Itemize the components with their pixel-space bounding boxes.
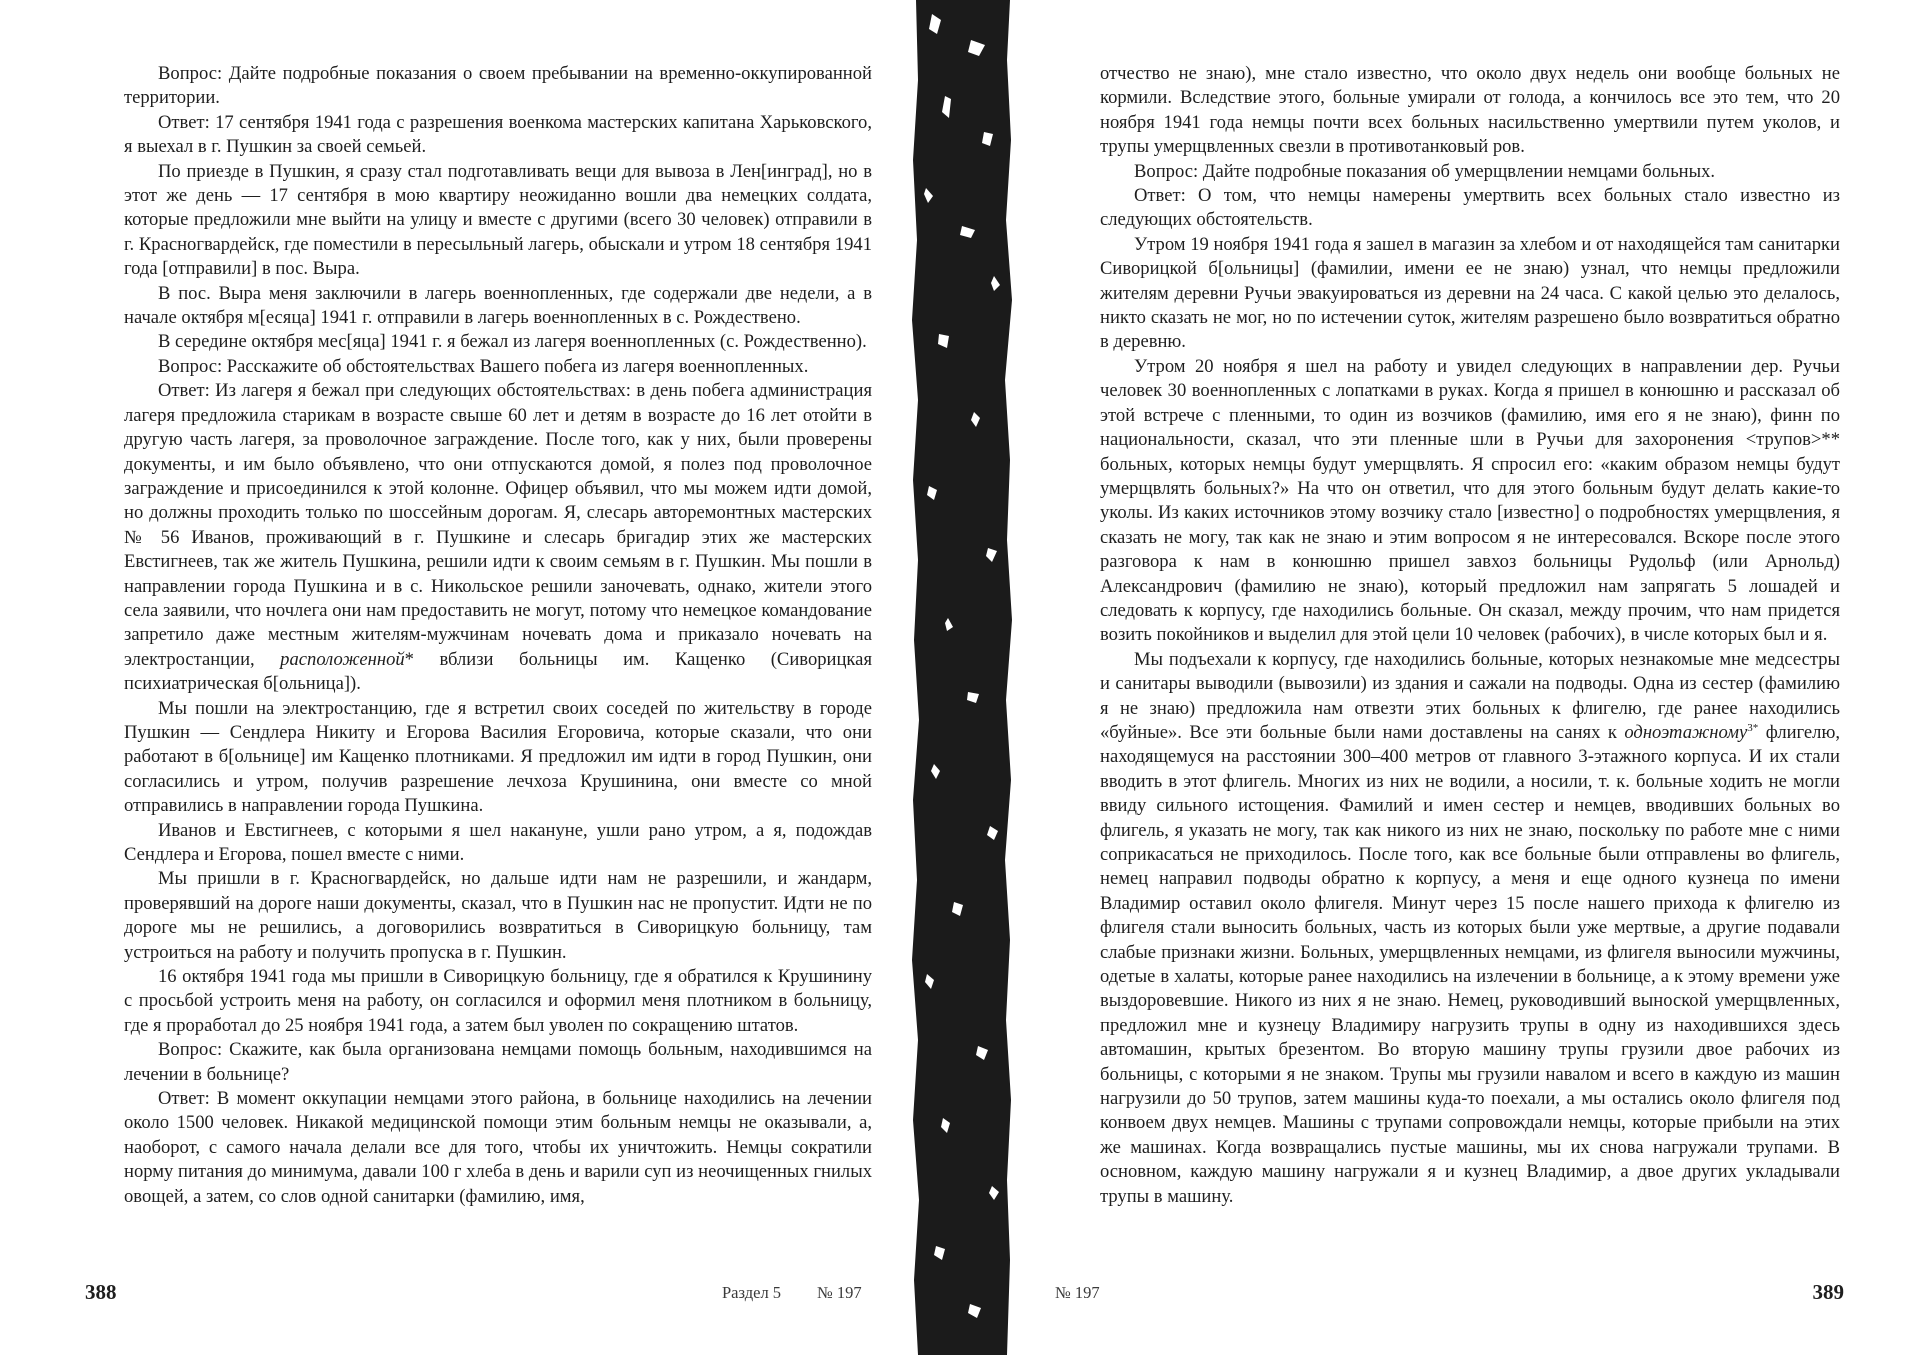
paragraph: По приезде в Пушкин, я сразу стал подготавливать вещи для вывоза в Лен[инград], но в этот же день — 17 сентября в мою квартиру неожиданно вошли два немецких солдата, которые предложили мне выйти на улицу и вместе с другими (всего 30 человек) отправили в г. Красногвардейск, где поместили в пересыльный лагерь, обыскали и утром 18 сентября 1941 года [отправили] в пос. Выра.	[124, 160, 872, 280]
paragraph	[1100, 648, 1840, 1209]
paragraph-text: Мы подъехали к корпусу, где находились больные, которых незнакомые мне медсестры и санитары выводили (вывозили) из здания и сажали на подводы. Одна из сестер (фамилию я не знаю) предложила нам отвезти этих больных к флигелю, где ранее находились «буйные». Все эти больные были нами доставлены на санях к	[1100, 648, 1840, 743]
right-text-column	[1100, 62, 1840, 1209]
paragraph: Ответ: В момент оккупации немцами этого района, в больнице находились на лечении около 1500 человек. Никакой медицинской помощи этим больным немцы не оказывали, а, наоборот, с самого начала делали все для того, чтобы их уничтожить. Немцы сократили норму питания до минимума, давали 100 г хлеба в день и варили суп из неочищенных гнилых овощей, а затем, со слов одной санитарки (фамилию, имя,	[124, 1088, 872, 1207]
paragraph-continuation: отчество не знаю), мне стало известно, что около двух недель они вообще больных не кормили. Вследствие этого, больные умирали от голода, а кончилось все это тем, что 20 ноября 1941 года немцы почти всех больных насильственно умертвили путем уколов, и трупы умерщвленных свезли в противотанковый ров.	[1100, 63, 1840, 158]
left-text-column	[124, 62, 872, 1209]
paragraph	[124, 379, 872, 696]
paragraph: Ответ: 17 сентября 1941 года с разрешения военкома мастерских капитана Харьковского, я выехал в г. Пушкин за своей семьей.	[124, 111, 872, 158]
footnote-mark: *	[404, 648, 414, 670]
page-number-right: 389	[1812, 1280, 1844, 1304]
paragraph: Вопрос: Дайте подробные показания о своем пребывании на временно-оккупированной территории.	[124, 63, 872, 109]
left-page	[0, 0, 910, 1355]
paragraph-text: вблизи больницы им. Кащенко (Сиворицкая психиатрическая б[ольница]).	[124, 648, 872, 695]
page-number-left: 388	[85, 1280, 117, 1304]
paragraph-text: Утром 20 ноября я шел на работу и увидел следующих в направлении дер. Ручьи человек 30 военнопленных с лопатками в руках. Когда я пришел в конюшню и рассказал об этой встрече с пленными, то один из возчиков (фамилию, имя его я не знаю), финн по национальности, сказал, что эти пленные шли в Ручьи для захоронения <трупов>	[1100, 355, 1840, 451]
footnote-mark: **	[1821, 429, 1840, 451]
gutter-ink-strip	[910, 0, 1015, 1355]
italic-word: одноэтажному	[1624, 721, 1748, 743]
paragraph-text: флигелю, находящемуся на расстоянии 300–400 метров от главного 3-этажного корпуса. И их стали вводить в этот флигель. Многих из них не водили, а носили, т. к. больные ходить не могли ввиду сильного истощения. Фамилий и имен сестер и немцев, вводивших больных во флигель, я указать не могу, так как никого из них не знаю, поскольку по работе мне с ними соприкасаться не приходилось. После того, как все больные были отправлены во флигель, немец направил подводы обратно к корпусу, а меня и еще одного кузнеца по имени Владимир оставил около флигеля. Минут через 15 после нашего прихода к флигелю из флигеля стали выносить больных, часть из которых были уже мертвые, а другие подавали слабые признаки жизни. Больных, умерщвленных немцами, из флигеля выносили мужчины, одетые в халаты, которые ранее находились на излечении в больнице, а к этому времени уже выздоровевшие. Никого из них я не знаю. Немец, руководивший выноской умерщвленных, предложил мне и кузнецу Владимиру нагрузить трупы в одну из находившихся здесь автомашин, крытых брезентом. Во вторую машину трупы грузили двое рабочих из больницы, с которыми я не знаком. Трупы мы грузили навалом и всего в каждую из машин нагрузили до 50 трупов, затем машины куда-то поехали, а мы остались около флигеля под конвоем двух немцев. Машины с трупами сопровождали немцы, которые прибыли на этих же машинах. Когда возвращались пустые машины, мы их снова нагружали трупами. В основном, каждую машину нагружали я и кузнец Владимир, а двое других укладывали трупы в машину.	[1100, 721, 1840, 1207]
paragraph: В пос. Выра меня заключили в лагерь военнопленных, где содержали две недели, а в начале октября м[есяца] 1941 г. отправили в лагерь военнопленных в с. Рождествено.	[124, 282, 872, 329]
footnote-mark: 3*	[1747, 721, 1759, 734]
paragraph: Утром 19 ноября 1941 года я зашел в магазин за хлебом и от находящейся там санитарки Сиворицкой б[ольницы] (фамилии, имени ее не знаю) узнал, что немцы предложили жителям деревни Ручьи эвакуироваться из деревни на 24 часа. С какой целью это делалось, никто сказать не мог, но по истечении суток, жителям разрешено было возвратиться обратно в деревню.	[1100, 233, 1840, 353]
paragraph: Мы пошли на электростанцию, где я встретил своих соседей по жительству в городе Пушкин — Сендлера Никиту и Егорова Василия Егоровича, которые сказали, что они работают в б[ольнице] им Кащенко плотниками. Я предложил им идти в город Пушкин, они согласились и утром, получив разрешение лечхоза Крушинина, они вместе со мной отправились в направлении города Пушкина.	[124, 697, 872, 817]
paragraph: Вопрос: Дайте подробные показания об умерщвлении немцами больных.	[1134, 160, 1716, 182]
italic-word: расположенной	[280, 648, 405, 670]
paragraph-text: Ответ: Из лагеря я бежал при следующих обстоятельствах: в день побега администрация лагеря предложила старикам в возрасте свыше 60 лет и детям в возрасте до 16 лет отойти в другую часть лагеря, за проволочное заграждение. После того, как у них, были проверены документы, и им было объявлено, что они отпускаются домой, я полез под проволочное заграждение и присоединился к этой колонне. Офицер объявил, что мы можем идти домой, но должны проходить только по шоссейным дорогам. Я, слесарь авторемонтных мастерских № 56 Иванов, проживающий в г. Пушкине и слесарь бригадир этих же мастерских Евстигнеев, так же житель Пушкина, решили идти к своим семьям в г. Пушкин. Мы пошли в направлении города Пушкина и в с. Никольское решили заночевать, однако, жители этого села заявили, что ночлега они нам предоставить не могут, потому что немецкое командование запретило даже местным жителям-мужчинам ночевать дома и приказало ночевать на электростанции,	[124, 380, 872, 670]
paragraph: Ответ: О том, что немцы намерены умертвить всех больных стало известно из следующих обстоятельств.	[1100, 185, 1840, 231]
section-label: Раздел 5	[722, 1283, 782, 1302]
paragraph	[1100, 355, 1840, 648]
document-number-right: № 197	[1055, 1283, 1100, 1302]
paragraph: В середине октября мес[яца] 1941 г. я бежал из лагеря военнопленных (с. Рождественно).	[158, 331, 867, 353]
paragraph: 16 октября 1941 года мы пришли в Сиворицкую больницу, где я обратился к Крушинину с просьбой устроить меня на работу, он согласился и оформил меня плотником в больницу, где я проработал до 25 ноября 1941 года, а затем был уволен по сокращению штатов.	[124, 966, 872, 1036]
paragraph: Вопрос: Скажите, как была организована немцами помощь больным, находившимся на лечении в больнице?	[124, 1039, 872, 1085]
right-page	[1015, 0, 1920, 1355]
paragraph: Мы пришли в г. Красногвардейск, но дальше идти нам не разрешили, и жандарм, проверявший на дороге наши документы, сказал, что в Пушкин нас не пропустит. Идти не по дороге мы не решились, а договорились возвратиться в Сиворицкую больницу, там устроиться на работу и получить пропуска в г. Пушкин.	[124, 868, 872, 963]
paragraph: Вопрос: Расскажите об обстоятельствах Вашего побега из лагеря военнопленных.	[158, 355, 809, 377]
document-number-left: № 197	[817, 1283, 862, 1302]
paragraph-text: больных, которых немцы будут умерщвлять. Я спросил его: «каким образом немцы будут умерщвлять больных?» На что он ответил, что для этого больным будут делать какие-то уколы. Из каких источников этому возчику стало [известно] о подробностях умерщвления, я сказать не могу, так как не знаю и этим вопросом я не интересовался. Вскоре после этого разговора к нам в конюшню пришел завхоз больницы Рудольф (или Арнольд) Александрович (фамилию не знаю), который предложил нам запрягать 5 лошадей и следовать к корпусу, где находились больные. Он сказал, между прочим, что нам придется возить покойников и выделил для этой цели 10 человек (рабочих), в числе которых был и я.	[1100, 453, 1840, 646]
paragraph: Иванов и Евстигнеев, с которыми я шел накануне, ушли рано утром, а я, подождав Сендлера и Егорова, пошел вместе с ними.	[124, 819, 872, 865]
